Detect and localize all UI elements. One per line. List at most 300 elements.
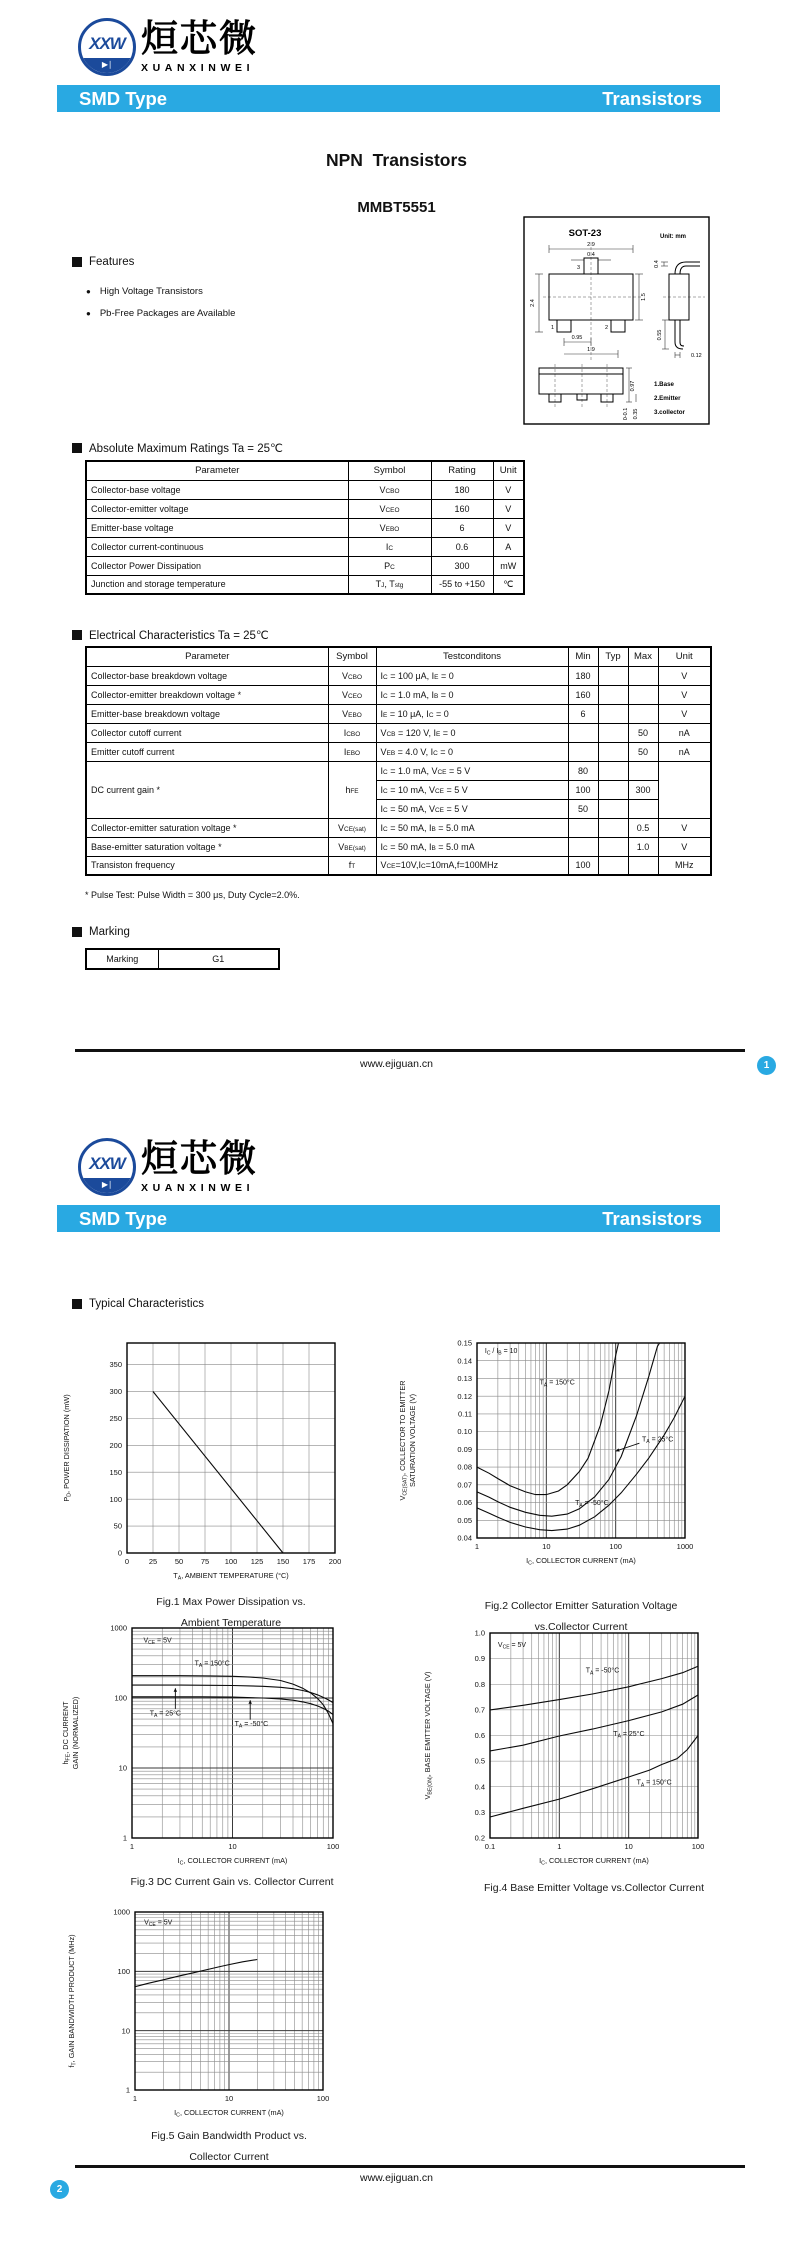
package-front-view bbox=[539, 368, 623, 402]
svg-text:0.14: 0.14 bbox=[457, 1356, 472, 1366]
typical-characteristics-heading bbox=[72, 1298, 204, 1310]
table-header-cell: Symbol bbox=[348, 461, 431, 480]
features-heading-label: Features bbox=[89, 256, 135, 268]
svg-text:TA = 25°C: $T_A = 25^\circ C$ bbox=[642, 1436, 674, 1445]
svg-text:175: 175 bbox=[302, 1557, 316, 1566]
table-cell: Collector Power Dissipation bbox=[86, 556, 348, 575]
table-cell: hFE bbox=[328, 761, 376, 818]
table-cell: 0.6 bbox=[431, 537, 493, 556]
footer-divider bbox=[75, 1049, 745, 1052]
dim-body-height: 2.4 bbox=[530, 299, 536, 307]
svg-text:100: 100 bbox=[326, 1842, 340, 1851]
table-cell: A bbox=[493, 537, 524, 556]
table-cell bbox=[628, 799, 658, 818]
dimension-lines bbox=[535, 245, 643, 358]
table-cell: 50 bbox=[628, 742, 658, 761]
svg-text:0.12: 0.12 bbox=[457, 1391, 472, 1401]
features-heading bbox=[72, 256, 134, 268]
table-cell: 50 bbox=[568, 799, 598, 818]
svg-text:10: 10 bbox=[121, 2026, 130, 2036]
svg-text:1: 1 bbox=[122, 1833, 127, 1843]
section-square-icon bbox=[72, 630, 82, 640]
dim-package-height: 0.97 bbox=[630, 380, 636, 392]
svg-text:100: 100 bbox=[109, 1494, 122, 1504]
table-cell: VEBO bbox=[348, 518, 431, 537]
header-bar-left-label: SMD Type bbox=[79, 87, 168, 109]
table-cell: VEB = 4.0 V, IC = 0 bbox=[376, 742, 568, 761]
table-header-cell: Testconditons bbox=[376, 647, 568, 666]
svg-text:50: 50 bbox=[174, 1557, 184, 1566]
table-cell: IC = 100 μA, IE = 0 bbox=[376, 666, 568, 685]
pulse-test-note: * Pulse Test: Pulse Width = 300 μs, Duty Cycle=2.0%. bbox=[85, 890, 300, 900]
table-cell: IC = 50 mA, IB = 5.0 mA bbox=[376, 837, 568, 856]
pin-3-label: 3 bbox=[577, 265, 581, 271]
table-header-cell: Unit bbox=[658, 647, 711, 666]
table-cell: V bbox=[493, 518, 524, 537]
table-cell: V bbox=[658, 666, 711, 685]
table-cell: DC current gain * bbox=[86, 761, 328, 818]
pin-legend-emitter: 2.Emitter bbox=[654, 395, 681, 402]
table-row bbox=[86, 818, 711, 837]
dim-tab-width: 0.4 bbox=[587, 252, 595, 258]
svg-text:SATURATION VOLTAGE (V): SATURATION VOLTAGE (V) bbox=[408, 1393, 417, 1488]
table-cell: -55 to +150 bbox=[431, 575, 493, 594]
dim-pin-pitch: 0.95 bbox=[571, 335, 583, 341]
svg-text:0.6: 0.6 bbox=[474, 1731, 485, 1741]
svg-text:TA = 25°C: $T_A = 25^\circ C$ bbox=[149, 1710, 181, 1720]
table-cell: Collector-base breakdown voltage bbox=[86, 666, 328, 685]
svg-text:TA = 25°C: $T_A = 25^\circ C$ bbox=[613, 1731, 645, 1740]
dim-lead-height: 0.55 bbox=[657, 329, 663, 341]
table-cell: VBE(sat) bbox=[328, 837, 376, 856]
table-cell bbox=[598, 685, 628, 704]
table-cell bbox=[598, 837, 628, 856]
abs-max-heading bbox=[72, 441, 283, 455]
table-cell: fT bbox=[328, 856, 376, 875]
marking-table bbox=[85, 948, 280, 970]
page-number-badge: 1 bbox=[757, 1056, 776, 1075]
table-cell: IEBO bbox=[328, 742, 376, 761]
table-cell: IC = 1.0 mA, IB = 0 bbox=[376, 685, 568, 704]
table-cell: VCB = 120 V, IE = 0 bbox=[376, 723, 568, 742]
table-cell bbox=[628, 685, 658, 704]
table-cell: IC bbox=[348, 537, 431, 556]
abs-max-heading-label: Absolute Maximum Ratings Ta = 25℃ bbox=[89, 443, 283, 455]
table-row bbox=[86, 704, 711, 723]
svg-text:25: 25 bbox=[148, 1557, 158, 1566]
svg-text:1000: 1000 bbox=[676, 1542, 694, 1551]
grid bbox=[135, 1912, 323, 2090]
svg-text:VCE = 5V: $V_{CE} = 5V$ bbox=[497, 1642, 527, 1651]
svg-text:TA = -50°C: $T_A = -50^\circ C$ bbox=[234, 1720, 269, 1730]
svg-text:75: 75 bbox=[200, 1557, 210, 1566]
table-header-cell: Parameter bbox=[86, 647, 328, 666]
fig2-caption bbox=[426, 1596, 736, 1638]
table-cell: 0.5 bbox=[628, 818, 658, 837]
table-cell: Marking bbox=[86, 949, 158, 969]
table-cell: V bbox=[658, 818, 711, 837]
table-row bbox=[86, 685, 711, 704]
table-cell bbox=[598, 799, 628, 818]
diode-icon bbox=[81, 58, 133, 73]
caption-line: Fig.4 Base Emitter Voltage vs.Collector Current bbox=[483, 1882, 704, 1894]
table-cell: Collector-emitter voltage bbox=[86, 499, 348, 518]
svg-text:1: 1 bbox=[132, 2094, 138, 2103]
svg-text:100: 100 bbox=[224, 1557, 238, 1566]
svg-text:10: 10 bbox=[118, 1763, 127, 1773]
table-row bbox=[86, 856, 711, 875]
table-cell bbox=[598, 780, 628, 799]
pin-1-label: 1 bbox=[551, 325, 555, 331]
table-cell: 180 bbox=[431, 480, 493, 499]
elec-heading bbox=[72, 628, 269, 642]
feature-item-label: ● Pb-Free Packages are Available bbox=[99, 308, 236, 319]
table-cell bbox=[568, 723, 598, 742]
table-cell: nA bbox=[658, 742, 711, 761]
table-cell bbox=[568, 742, 598, 761]
feature-item bbox=[86, 308, 235, 319]
svg-text:VBE(ON), BASE EMITTER VOLTAGE: $V_{BE(ON)}$, BASE EMITTER VOLTAGE (V) bbox=[423, 1671, 434, 1800]
table-cell bbox=[568, 837, 598, 856]
svg-text:0: 0 bbox=[124, 1557, 130, 1566]
table-cell bbox=[628, 761, 658, 780]
series-TA = -50°C bbox=[477, 1396, 685, 1530]
table-cell bbox=[628, 666, 658, 685]
brand-logo bbox=[78, 1138, 258, 1196]
center-lines bbox=[543, 242, 705, 408]
table-cell: VCE(sat) bbox=[328, 818, 376, 837]
caption-line: Ambient Temperature bbox=[180, 1617, 282, 1629]
table-cell: IE = 10 μA, IC = 0 bbox=[376, 704, 568, 723]
table-cell bbox=[658, 761, 711, 818]
svg-text:IC / IB = 10: $I_C / I_B = 10$ bbox=[484, 1347, 518, 1357]
dim-inner-height: 1.5 bbox=[641, 293, 647, 301]
grid bbox=[132, 1628, 333, 1838]
svg-text:150: 150 bbox=[276, 1557, 290, 1566]
dim-standoff: 0-0.1 bbox=[623, 407, 629, 421]
fig1-caption bbox=[76, 1592, 386, 1634]
table-cell: 160 bbox=[568, 685, 598, 704]
svg-text:1: 1 bbox=[474, 1542, 480, 1551]
table-cell: V bbox=[658, 837, 711, 856]
svg-text:350: 350 bbox=[109, 1360, 122, 1370]
table-cell: Collector current-continuous bbox=[86, 537, 348, 556]
table-cell: Emitter cutoff current bbox=[86, 742, 328, 761]
svg-text:0.09: 0.09 bbox=[457, 1444, 472, 1454]
part-number: MMBT5551 bbox=[357, 199, 436, 216]
svg-text:TA = -50°C: $T_A = -50^\circ C$ bbox=[585, 1667, 620, 1677]
header-bar bbox=[57, 1205, 720, 1232]
section-square-icon bbox=[72, 443, 82, 453]
table-header-cell: Max bbox=[628, 647, 658, 666]
svg-text:0.15: 0.15 bbox=[457, 1338, 472, 1348]
table-cell: 180 bbox=[568, 666, 598, 685]
logo-monogram: XXW bbox=[89, 1154, 125, 1173]
table-cell: VEBO bbox=[328, 704, 376, 723]
svg-text:GAIN (NORMALIZED): GAIN (NORMALIZED) bbox=[71, 1696, 80, 1770]
pin-2-label: 2 bbox=[605, 325, 609, 331]
table-cell: mW bbox=[493, 556, 524, 575]
table-cell bbox=[598, 818, 628, 837]
table-cell: VCEO bbox=[328, 685, 376, 704]
package-name: SOT-23 bbox=[568, 228, 602, 239]
svg-text:0.04: 0.04 bbox=[457, 1533, 472, 1543]
package-drawing bbox=[523, 216, 710, 425]
dim-top-width: 2.9 bbox=[587, 242, 595, 248]
table-cell: MHz bbox=[658, 856, 711, 875]
svg-text:300: 300 bbox=[109, 1387, 122, 1397]
table-header-row bbox=[86, 647, 711, 666]
doc-title: NPN Transistors bbox=[325, 150, 468, 170]
footer-divider bbox=[75, 2165, 745, 2168]
svg-text:100: 100 bbox=[114, 1693, 127, 1703]
table-row bbox=[86, 556, 524, 575]
footer-url: www.ejiguan.cn bbox=[360, 1058, 433, 1070]
series-TA = 150°C bbox=[490, 1736, 698, 1818]
table-cell bbox=[598, 856, 628, 875]
table-cell: 50 bbox=[628, 723, 658, 742]
svg-text:10: 10 bbox=[624, 1842, 633, 1851]
pin-legend-collector: 3.collector bbox=[654, 409, 685, 416]
brand-logo-icon bbox=[78, 1138, 136, 1196]
svg-text:150: 150 bbox=[109, 1467, 122, 1477]
svg-text:VCE = 5V: $V_{CE} = 5V$ bbox=[144, 1919, 173, 1928]
brand-name-cn: 烜芯微 bbox=[141, 18, 258, 59]
table-row bbox=[86, 742, 711, 761]
caption-line: Fig.1 Max Power Dissipation vs. bbox=[156, 1596, 306, 1608]
svg-text:10: 10 bbox=[542, 1542, 551, 1551]
marking-heading-label: Marking bbox=[89, 926, 130, 938]
table-cell: 80 bbox=[568, 761, 598, 780]
table-cell: V bbox=[658, 685, 711, 704]
table-row bbox=[86, 537, 524, 556]
svg-text:1: 1 bbox=[129, 1842, 135, 1851]
caption-line: Fig.2 Collector Emitter Saturation Voltage bbox=[484, 1600, 678, 1612]
feature-item-label: ● High Voltage Transistors bbox=[99, 286, 203, 297]
svg-text:100: 100 bbox=[316, 2094, 330, 2103]
svg-text:VCE = 5V: $V_{CE} = 5V$ bbox=[143, 1637, 172, 1647]
table-cell: 160 bbox=[431, 499, 493, 518]
svg-text:1.0: 1.0 bbox=[474, 1628, 485, 1638]
svg-text:0.13: 0.13 bbox=[457, 1374, 472, 1384]
table-cell: 100 bbox=[568, 780, 598, 799]
brand-name-en: XUANXINWEI bbox=[141, 1181, 255, 1194]
table-row bbox=[86, 761, 711, 780]
svg-text:100: 100 bbox=[691, 1842, 705, 1851]
table-cell: IC = 1.0 mA, VCE = 5 V bbox=[376, 761, 568, 780]
table-cell: IC = 50 mA, VCE = 5 V bbox=[376, 799, 568, 818]
page-number-badge: 2 bbox=[50, 2180, 69, 2199]
table-cell bbox=[568, 818, 598, 837]
svg-text:TA = 150°C: $T_A = 150^\circ C$ bbox=[539, 1379, 575, 1389]
table-cell: Transiston frequency bbox=[86, 856, 328, 875]
table-header-cell: Typ bbox=[598, 647, 628, 666]
svg-text:1000: 1000 bbox=[110, 1623, 127, 1633]
table-row bbox=[86, 518, 524, 537]
brand-name-en: XUANXINWEI bbox=[141, 61, 255, 74]
svg-text:0.3: 0.3 bbox=[474, 1807, 485, 1817]
svg-text:10: 10 bbox=[224, 2094, 234, 2103]
svg-text:fT, GAIN BANDWIDTH PRODUCT (MH: $f_T$, GAIN BANDWIDTH PRODUCT (MHz) bbox=[67, 1934, 78, 2068]
table-cell: Collector-emitter saturation voltage * bbox=[86, 818, 328, 837]
svg-text:1: 1 bbox=[557, 1842, 562, 1851]
svg-text:IC, COLLECTOR CURRENT (mA): $I_C$, COLLECTOR CURRENT (mA) bbox=[177, 1856, 288, 1867]
table-cell: VCBO bbox=[348, 480, 431, 499]
table-row bbox=[86, 480, 524, 499]
table-row bbox=[86, 666, 711, 685]
table-cell: Collector-emitter breakdown voltage * bbox=[86, 685, 328, 704]
grid bbox=[490, 1633, 698, 1838]
section-square-icon bbox=[72, 1299, 82, 1309]
fig4-caption bbox=[419, 1878, 769, 1899]
table-cell: 100 bbox=[568, 856, 598, 875]
table-cell bbox=[598, 742, 628, 761]
svg-text:TA = -50°C: $T_A = -50^\circ C$ bbox=[575, 1500, 609, 1509]
table-cell: V bbox=[658, 704, 711, 723]
svg-text:0.08: 0.08 bbox=[457, 1462, 472, 1472]
logo-monogram: XXW bbox=[89, 34, 125, 53]
marking-heading bbox=[72, 926, 130, 938]
table-cell: IC = 10 mA, VCE = 5 V bbox=[376, 780, 568, 799]
section-square-icon bbox=[72, 257, 82, 267]
table-cell: PC bbox=[348, 556, 431, 575]
table-cell: 6 bbox=[568, 704, 598, 723]
svg-text:hFE, DC CURRENT: $h_{FE}$, DC CURRENT bbox=[61, 1701, 72, 1765]
fig5-chart bbox=[60, 1904, 350, 2122]
table-header-cell: Symbol bbox=[328, 647, 376, 666]
feature-item bbox=[86, 286, 203, 297]
brand-logo bbox=[78, 18, 258, 76]
svg-text:0.8: 0.8 bbox=[474, 1679, 485, 1689]
table-cell: IC = 50 mA, IB = 5.0 mA bbox=[376, 818, 568, 837]
fig3-chart bbox=[58, 1622, 348, 1870]
table-cell: Base-emitter saturation voltage * bbox=[86, 837, 328, 856]
svg-text:1000: 1000 bbox=[113, 1907, 130, 1917]
dim-pin-span: 1.9 bbox=[587, 347, 595, 353]
svg-text:VCE(SAT), COLLECTOR TO EMITTER: $V_{CE(SAT)}$, COLLECTOR TO EMITTER bbox=[398, 1380, 409, 1501]
brand-name-cn: 烜芯微 bbox=[141, 1138, 258, 1179]
svg-text:100: 100 bbox=[117, 1966, 130, 1976]
dim-lead-top: 0.4 bbox=[654, 260, 660, 268]
svg-text:0.05: 0.05 bbox=[457, 1515, 472, 1525]
dim-lead-width: 0.35 bbox=[633, 408, 639, 420]
table-header-cell: Min bbox=[568, 647, 598, 666]
fig3-caption bbox=[57, 1872, 407, 1893]
table-cell bbox=[628, 704, 658, 723]
svg-text:0.7: 0.7 bbox=[474, 1705, 485, 1715]
table-cell: 6 bbox=[431, 518, 493, 537]
table-cell: VCE=10V,IC=10mA,f=100MHz bbox=[376, 856, 568, 875]
svg-text:TA = 150°C: $T_A = 150^\circ C$ bbox=[636, 1779, 672, 1789]
header-bar bbox=[57, 85, 720, 112]
package-unit: Unit: mm bbox=[660, 234, 686, 240]
table-row bbox=[86, 723, 711, 742]
diode-icon bbox=[81, 1178, 133, 1193]
table-cell: 300 bbox=[431, 556, 493, 575]
svg-text:50: 50 bbox=[113, 1521, 122, 1531]
svg-text:10: 10 bbox=[228, 1842, 237, 1851]
table-cell: Emitter-base voltage bbox=[86, 518, 348, 537]
table-row bbox=[86, 575, 524, 594]
table-header-cell: Rating bbox=[431, 461, 493, 480]
table-cell bbox=[598, 761, 628, 780]
table-cell: Junction and storage temperature bbox=[86, 575, 348, 594]
svg-text:0.2: 0.2 bbox=[474, 1833, 485, 1843]
table-cell bbox=[598, 704, 628, 723]
series-fT bbox=[135, 1960, 257, 1987]
abs-max-table bbox=[85, 460, 525, 595]
header-bar-right-label: Transistors bbox=[602, 1207, 702, 1229]
header-bar-right-label: Transistors bbox=[602, 87, 702, 109]
table-header-cell: Parameter bbox=[86, 461, 348, 480]
svg-text:IC, COLLECTOR CURRENT (mA): $I_C$, COLLECTOR CURRENT (mA) bbox=[539, 1856, 649, 1867]
caption-line: Fig.5 Gain Bandwidth Product vs. bbox=[151, 2130, 307, 2142]
table-cell: ICBO bbox=[328, 723, 376, 742]
svg-text:125: 125 bbox=[250, 1557, 264, 1566]
table-header-cell: Unit bbox=[493, 461, 524, 480]
fig2-chart bbox=[395, 1330, 700, 1580]
brand-logo-icon bbox=[78, 18, 136, 76]
svg-text:200: 200 bbox=[328, 1557, 342, 1566]
footer-url: www.ejiguan.cn bbox=[360, 2172, 433, 2184]
series-TA = 150°C bbox=[477, 1343, 619, 1495]
svg-text:100: 100 bbox=[609, 1542, 622, 1551]
elec-heading-label: Electrical Characteristics Ta = 25℃ bbox=[89, 630, 269, 642]
pin-legend-base: 1.Base bbox=[654, 381, 674, 388]
table-cell bbox=[598, 723, 628, 742]
fig4-chart bbox=[416, 1625, 711, 1875]
table-cell: V bbox=[493, 499, 524, 518]
svg-text:TA, AMBIENT TEMPERATURE (°C): $T_A$, AMBIENT TEMPERATURE (°C) bbox=[173, 1571, 289, 1582]
svg-text:0.5: 0.5 bbox=[474, 1756, 485, 1766]
table-row bbox=[86, 837, 711, 856]
svg-text:0.07: 0.07 bbox=[457, 1480, 472, 1490]
svg-text:0.4: 0.4 bbox=[474, 1782, 485, 1792]
svg-text:IC, COLLECTOR CURRENT (mA): $I_C$, COLLECTOR CURRENT (mA) bbox=[526, 1556, 636, 1567]
table-cell bbox=[628, 856, 658, 875]
table-cell: TJ, Tstg bbox=[348, 575, 431, 594]
svg-text:0.1: 0.1 bbox=[484, 1842, 496, 1851]
table-cell: 1.0 bbox=[628, 837, 658, 856]
svg-text:0.11: 0.11 bbox=[457, 1409, 472, 1419]
svg-text:1: 1 bbox=[125, 2085, 130, 2095]
caption-line: Fig.3 DC Current Gain vs. Collector Current bbox=[130, 1876, 334, 1888]
table-cell: 300 bbox=[628, 780, 658, 799]
svg-text:0.9: 0.9 bbox=[474, 1654, 485, 1664]
svg-text:PD, POWER DISSIPATION (mW): $P_D$, POWER DISSIPATION (mW) bbox=[62, 1394, 73, 1502]
fig1-chart bbox=[55, 1331, 355, 1593]
series-TA = 25°C bbox=[490, 1695, 698, 1751]
caption-line: Collector Current bbox=[189, 2151, 269, 2163]
table-cell: V bbox=[493, 480, 524, 499]
caption-line: vs.Collector Current bbox=[534, 1621, 628, 1633]
table-cell: Collector cutoff current bbox=[86, 723, 328, 742]
table-cell: Collector-base voltage bbox=[86, 480, 348, 499]
table-cell: VCEO bbox=[348, 499, 431, 518]
svg-text:200: 200 bbox=[109, 1440, 122, 1450]
table-cell bbox=[598, 666, 628, 685]
header-bar-left-label: SMD Type bbox=[79, 1207, 168, 1229]
dim-lead-thickness: 0.12 bbox=[691, 353, 702, 359]
table-cell: VCBO bbox=[328, 666, 376, 685]
package-side-view bbox=[669, 262, 700, 349]
table-header-row bbox=[86, 461, 524, 480]
typical-characteristics-label: Typical Characteristics bbox=[89, 1298, 205, 1310]
svg-text:0.10: 0.10 bbox=[457, 1427, 472, 1437]
svg-text:IC, COLLECTOR CURRENT (mA): $I_C$, COLLECTOR CURRENT (mA) bbox=[174, 2108, 284, 2119]
series-TA = 25°C bbox=[477, 1343, 660, 1516]
svg-text:0: 0 bbox=[117, 1548, 122, 1558]
